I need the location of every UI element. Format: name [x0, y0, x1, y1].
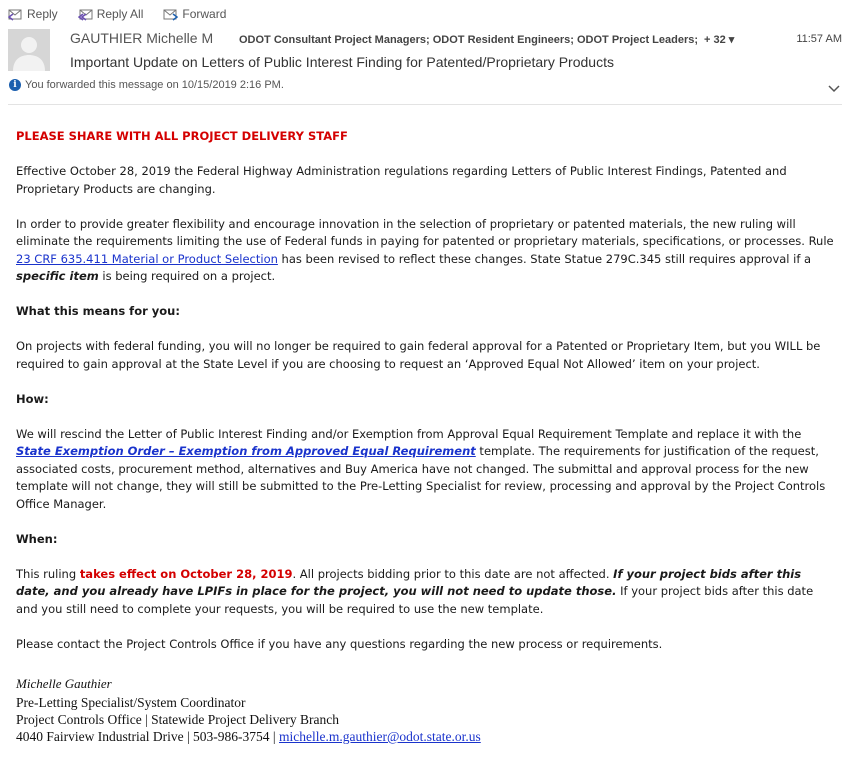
signature-contact-line: [16, 728, 481, 745]
text-segment: has been revised to reflect these changes. State Statue 279C.345 still requires approval if a: [277, 251, 812, 266]
recipient-list[interactable]: [239, 33, 734, 46]
forward-icon: [163, 8, 178, 21]
text-segment: is being required on a project.: [98, 269, 276, 283]
rule-link[interactable]: 23 CRF 635.411 Material or Product Selection: [16, 251, 278, 266]
header-divider: [8, 104, 842, 105]
message-body: [16, 128, 836, 671]
email-link[interactable]: michelle.m.gauthier@odot.state.or.us: [279, 729, 481, 744]
heading-what: What this means for you:: [16, 304, 180, 318]
received-time: 11:57 AM: [796, 33, 842, 45]
emphasis-text: specific item: [16, 269, 99, 283]
effective-date-text: takes effect on October 28, 2019: [79, 566, 293, 581]
paragraph-contact: Please contact the Project Controls Office if you have any questions regarding the new process or requirements.: [16, 636, 663, 651]
reply-button[interactable]: [8, 5, 58, 23]
more-recipients-toggle[interactable]: + 32 ▾: [704, 34, 735, 46]
reply-all-button[interactable]: [78, 5, 144, 23]
email-signature: [16, 675, 481, 745]
heading-how: How:: [16, 391, 49, 406]
signature-address: 4040 Fairview Industrial Drive | 503-986-3754 |: [16, 729, 279, 744]
paragraph-effective: Effective October 28, 2019 the Federal Highway Administration regulations regarding Letters of Public Interest Findings, Patented and Proprietary Products are changing.: [16, 164, 787, 196]
text-segment: We will rescind the Letter of Public Interest Finding and/or Exemption from Approval Equal Requirement Template and replace it with the: [16, 426, 802, 441]
message-toolbar: [8, 5, 226, 23]
signature-title: Pre-Letting Specialist/System Coordinator: [16, 695, 246, 710]
template-link[interactable]: State Exemption Order – Exemption from Approved Equal Requirement: [16, 444, 476, 458]
reply-icon: [8, 8, 23, 21]
recipients-text: ODOT Consultant Project Managers; ODOT Resident Engineers; ODOT Project Leaders;: [239, 34, 699, 46]
forward-label: Forward: [182, 7, 227, 21]
signature-name: Michelle Gauthier: [16, 676, 112, 691]
more-recipients-count: + 32: [704, 34, 726, 46]
forward-notice-text: You forwarded this message on 10/15/2019 2:16 PM.: [25, 79, 284, 91]
signature-office: Project Controls Office | Statewide Project Delivery Branch: [16, 712, 339, 727]
reply-all-label: Reply All: [96, 7, 144, 21]
reply-label: Reply: [27, 7, 58, 21]
avatar-person-icon: [8, 29, 50, 71]
paragraph-when: [16, 566, 836, 619]
reply-all-icon: [78, 8, 93, 21]
paragraph-how: [16, 426, 836, 514]
message-subject: Important Update on Letters of Public Interest Finding for Patented/Proprietary Products: [70, 54, 614, 70]
text-segment: If your project bids after this date and you still need to complete your requests, you will be required to use the new template.: [16, 584, 814, 616]
paragraph-flexibility: [16, 216, 836, 286]
sender-name[interactable]: GAUTHIER Michelle M: [70, 30, 214, 46]
text-segment: In order to provide greater flexibility and encourage innovation in the selection of proprietary or patented materials, the new ruling will eliminate the requirements limiting the use of Federal funds in paying for patented or proprietary materials, specifications, or processes. Rule: [16, 216, 834, 248]
info-icon: i: [9, 79, 21, 91]
forward-notice[interactable]: [9, 79, 284, 91]
sender-avatar[interactable]: [8, 29, 50, 71]
chevron-down-icon[interactable]: [828, 85, 840, 93]
text-segment: . All projects bidding prior to this date are not affected.: [292, 566, 614, 581]
heading-when: When:: [16, 531, 58, 546]
paragraph-federal: On projects with federal funding, you will no longer be required to gain federal approval for a Patented or Proprietary Item, but you WILL be required to gain approval at the State Level if you are choosing to request an ‘Approved Equal Not Allowed’ item on your project.: [16, 339, 821, 371]
share-notice: PLEASE SHARE WITH ALL PROJECT DELIVERY STAFF: [16, 129, 348, 143]
forward-button[interactable]: [163, 5, 226, 23]
text-segment: template. The requirements for justification of the request, associated costs, procurement method, alternatives and Buy America have not changed. The submittal and approval process for the new template will not change, they will still be submitted to the Pre-Letting Specialist for review, processing and approval by the Project Controls Office Manager.: [16, 444, 826, 511]
text-segment: This ruling: [16, 566, 80, 581]
emphasis-text: If your project bids after this date, and you already have LPIFs in place for the project, you will not need to update those.: [16, 566, 802, 598]
